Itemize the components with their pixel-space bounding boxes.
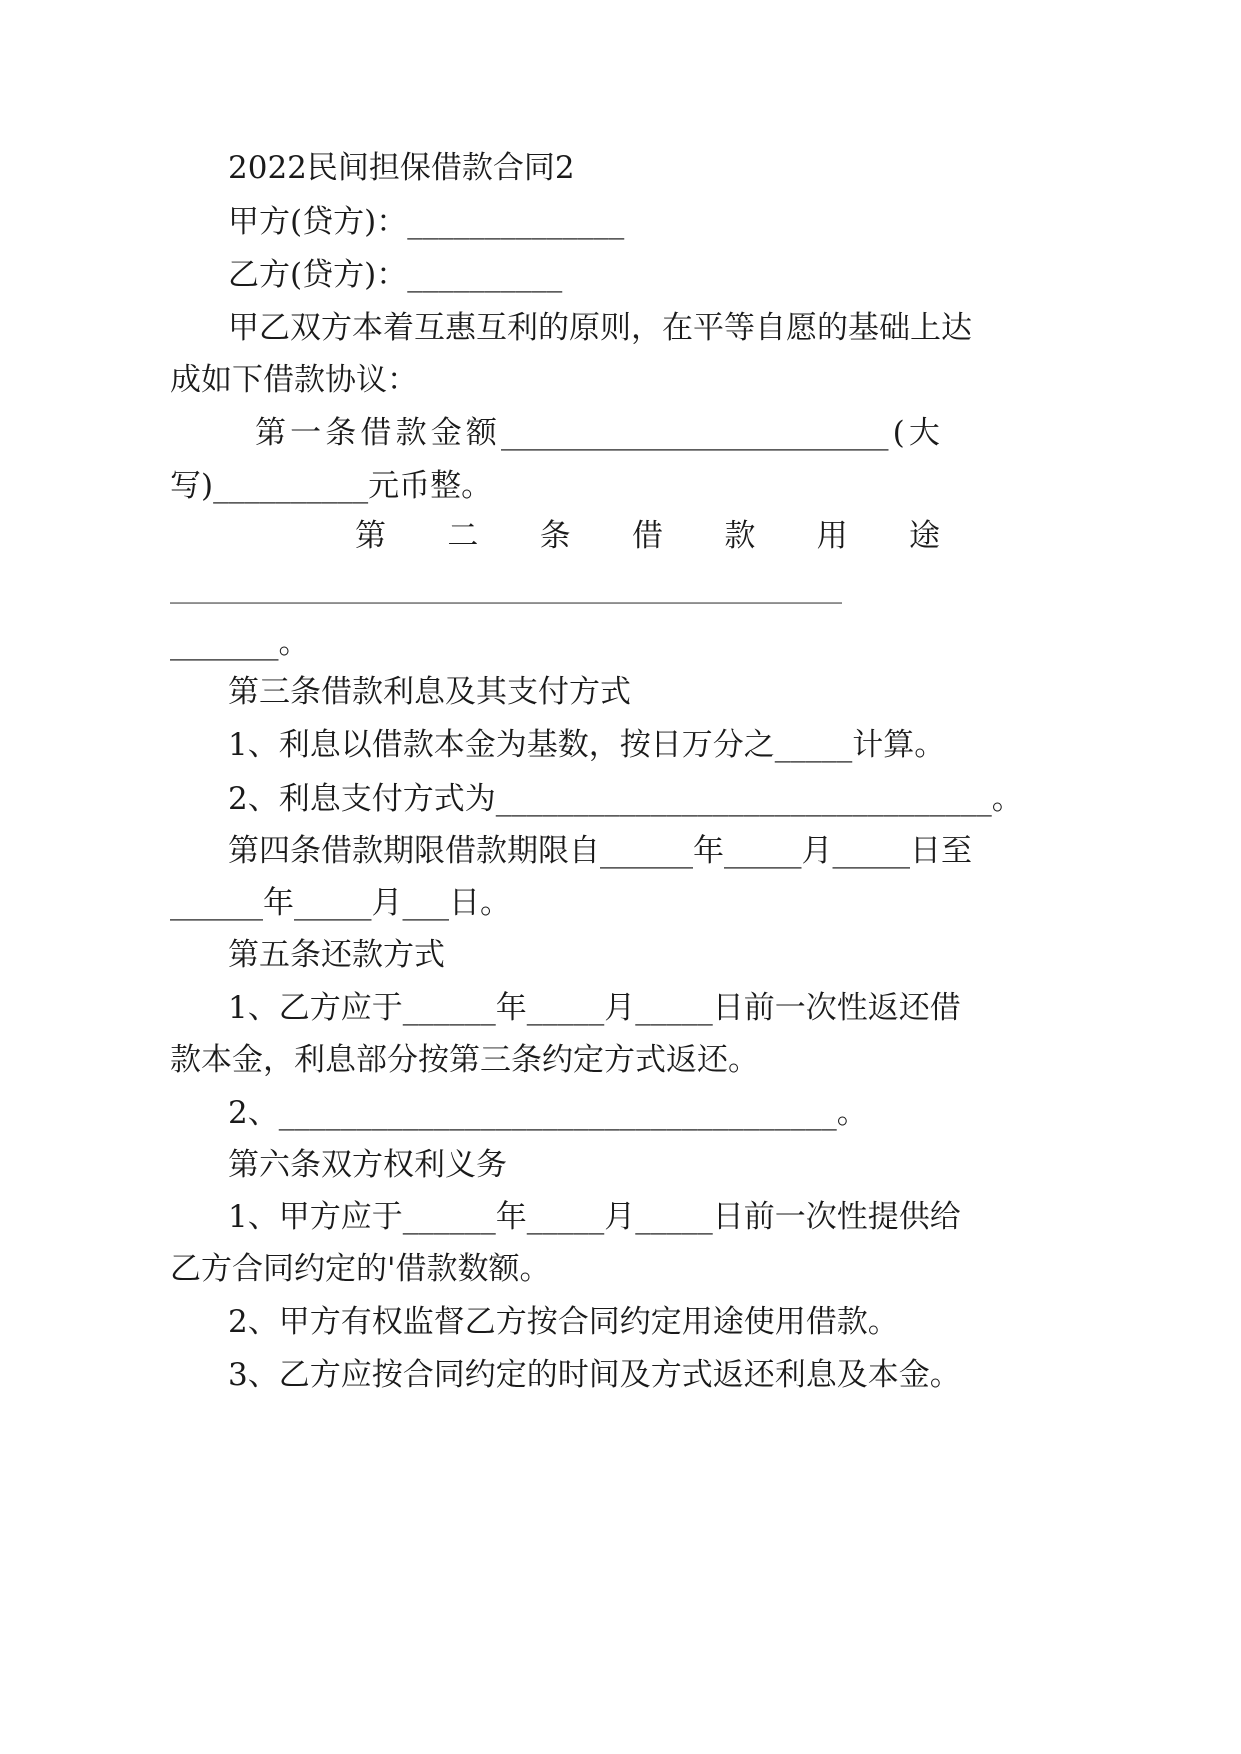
article-3-item-1: 1、利息以借款本金为基数，按日万分之_____计算。 bbox=[228, 727, 946, 763]
article-2-char: 条 bbox=[539, 518, 571, 554]
article-2-line-1 bbox=[355, 516, 940, 556]
article-1-char: 额 bbox=[465, 415, 497, 451]
article-1-line-2: 写)__________元币整。 bbox=[170, 468, 493, 504]
article-6-item-3: 3、乙方应按合同约定的时间及方式返还利息及本金。 bbox=[228, 1357, 961, 1393]
article-5-item-2: 2、____________________________________。 bbox=[228, 1095, 868, 1131]
article-2-line-3: _______。 bbox=[170, 625, 310, 661]
article-1-char: 一 bbox=[290, 415, 322, 451]
article-1-char: ( bbox=[892, 415, 905, 451]
intro-line-2: 成如下借款协议： bbox=[170, 362, 418, 398]
article-2-char: 途 bbox=[908, 518, 940, 554]
article-6-item-1-line-1: 1、甲方应于______年_____月_____日前一次性提供给 bbox=[228, 1199, 961, 1235]
article-1-char: 金 bbox=[430, 415, 462, 451]
article-2-char: 借 bbox=[631, 518, 663, 554]
article-6-item-2: 2、甲方有权监督乙方按合同约定用途使用借款。 bbox=[228, 1304, 899, 1340]
article-1-char: 大 bbox=[908, 415, 940, 451]
article-2-char: 用 bbox=[816, 518, 848, 554]
article-3-item-2: 2、利息支付方式为________________________________。 bbox=[228, 781, 1023, 817]
article-4-line-1: 第四条借款期限借款期限自______年_____月_____日至 bbox=[228, 833, 972, 869]
article-1-char: 款 bbox=[395, 415, 427, 451]
article-6-title: 第六条双方权利义务 bbox=[228, 1147, 507, 1183]
article-4-line-2: ______年_____月___日。 bbox=[170, 885, 511, 921]
article-2-char: 款 bbox=[724, 518, 756, 554]
article-5-title: 第五条还款方式 bbox=[228, 937, 445, 973]
article-5-item-1-line-2: 款本金，利息部分按第三条约定方式返还。 bbox=[170, 1042, 759, 1078]
article-2-char: 二 bbox=[447, 518, 479, 554]
article-1-char: 第 bbox=[255, 415, 286, 451]
article-6-item-1-line-2: 乙方合同约定的'借款数额。 bbox=[170, 1251, 551, 1287]
contract-title: 2022民间担保借款合同2 bbox=[228, 150, 575, 186]
amount-blank: _________________________ bbox=[500, 415, 889, 451]
article-5-item-1-line-1: 1、乙方应于______年_____月_____日前一次性返还借 bbox=[228, 990, 961, 1026]
article-2-char: 第 bbox=[355, 518, 386, 554]
party-b-line: 乙方(贷方)：__________ bbox=[228, 257, 563, 293]
article-2-blank-line: ________________________________________________________ bbox=[170, 576, 842, 604]
article-1-char: 借 bbox=[360, 415, 392, 451]
article-1-char: 条 bbox=[325, 415, 357, 451]
article-3-title: 第三条借款利息及其支付方式 bbox=[228, 674, 631, 710]
article-1-line-1 bbox=[255, 413, 940, 453]
party-a-line: 甲方(贷方)：______________ bbox=[228, 204, 625, 240]
intro-line-1: 甲乙双方本着互惠互利的原则，在平等自愿的基础上达 bbox=[228, 310, 972, 346]
